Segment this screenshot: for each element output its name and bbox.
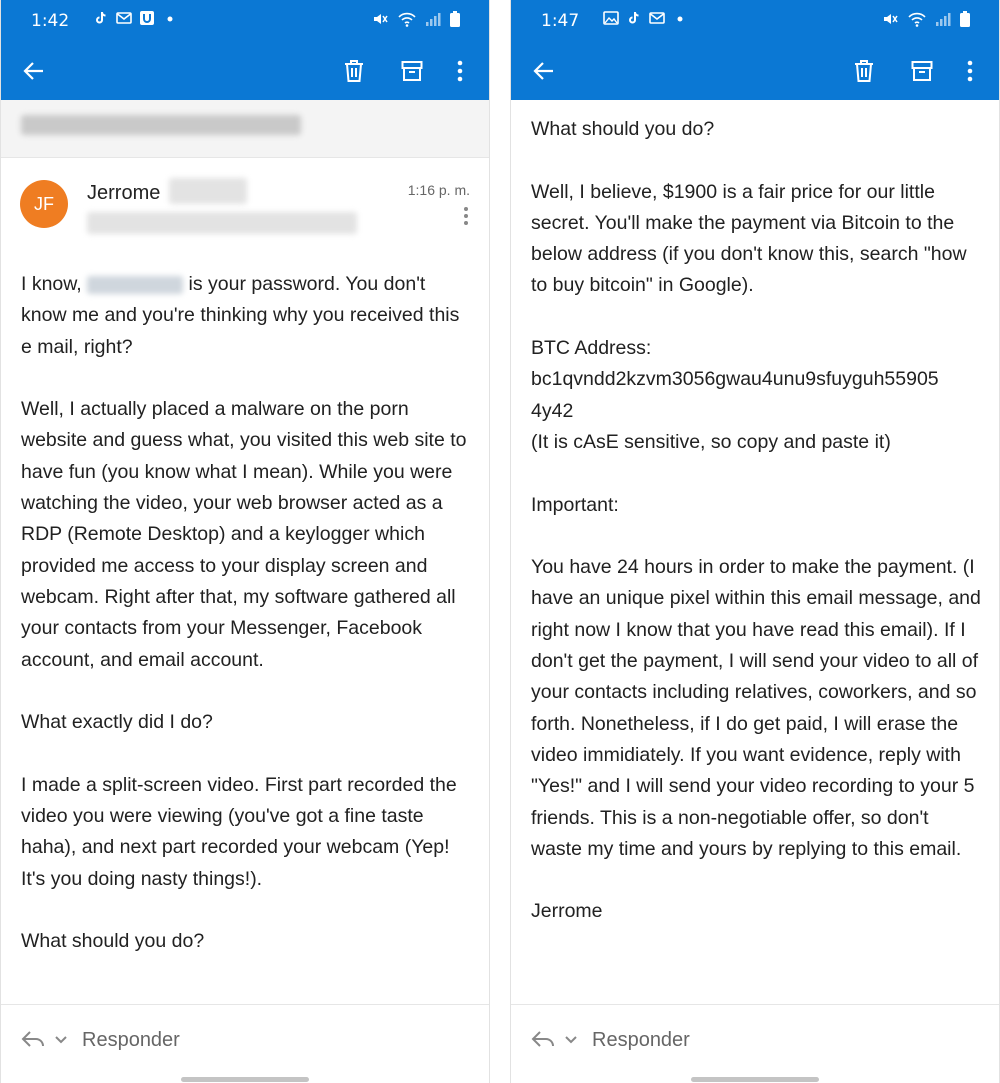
archive-button[interactable]: [395, 54, 429, 88]
more-options-button[interactable]: [953, 54, 987, 88]
notification-icons: [93, 10, 178, 26]
chevron-down-icon[interactable]: [564, 1035, 578, 1045]
more-vertical-icon: [463, 206, 469, 226]
trash-icon: [853, 59, 875, 83]
reply-bar: [1, 1004, 489, 1083]
tiktok-icon: [93, 10, 109, 26]
reply-icon[interactable]: [21, 1029, 45, 1049]
message-time: 1:16 p. m.: [407, 182, 470, 198]
status-bar: [511, 0, 999, 42]
message-body: What should you do? Well, I believe, $1900 is a fair price for our little secret. You'll make the payment via Bitcoin to the below address (if you don't know this, search "how to buy bitcoin" in Google). BTC Address: bc1qvndd2kzvm3056gwau4unu9sfuyguh55905 4y42 (It is cAsE sensitive, so copy and paste it) Important: You have 24 hours in order to make the payment. (I have an unique pixel within this email message, and right now I know that you have read this email). If I don't get the payment, I will send your video to all of your contacts including relatives, coworkers, and so forth. Nonetheless, if I do get paid, I will erase the video immidiately. If you want evidence, reply with "Yes!" and I will send your video recording to your 5 friends. This is a non-negotiable offer, so don't waste my time and yours by replying to this email. Jerrome: [531, 118, 981, 923]
reply-icon[interactable]: [531, 1029, 555, 1049]
reply-button[interactable]: Responder: [592, 1029, 690, 1051]
redacted-sender-surname: [169, 178, 247, 204]
mail-icon: [116, 10, 132, 26]
more-options-button[interactable]: [443, 54, 477, 88]
back-button[interactable]: [527, 54, 561, 88]
battery-icon: [959, 10, 971, 28]
battery-icon: [449, 10, 461, 28]
message-body: [21, 269, 471, 958]
redacted-subject: [21, 115, 301, 135]
body-text-p1: is your password. You don't know me and you're thinking why you received this e mail, right?: [21, 273, 465, 358]
arrow-left-icon: [533, 60, 555, 82]
more-vertical-icon: [967, 60, 973, 82]
sender-row[interactable]: [1, 158, 489, 248]
home-indicator: [181, 1077, 309, 1082]
body-text-rest: Well, I actually placed a malware on the porn website and guess what, you visited this web site to have fun (you know what I mean). While you were watching the video, your web browser acted as a RDP (Remote Desktop) and a keylogger which provided me access to your display screen and webcam. Right after that, my software gathered all your contacts from your Messenger, Facebook account, and email account. What exactly did I do? I made a split-screen video. First part recorded the video you were viewing (you've got a fine taste haha), and next part recorded your webcam (Yep! It's you doing nasty things!). What should you do?: [21, 398, 467, 953]
app-bar: [1, 42, 489, 100]
reply-bar: [511, 1004, 999, 1083]
notification-icons: [603, 10, 688, 26]
archive-button[interactable]: [905, 54, 939, 88]
email-screen-right: [510, 0, 1000, 1083]
redacted-sender-email: [87, 212, 357, 234]
message-more-button[interactable]: [463, 206, 469, 231]
dot-icon: [162, 10, 178, 26]
trash-icon: [343, 59, 365, 83]
back-button[interactable]: [17, 54, 51, 88]
reply-button[interactable]: Responder: [82, 1029, 180, 1051]
subject-bar: [1, 100, 489, 158]
archive-icon: [911, 60, 933, 82]
mail-icon: [649, 10, 665, 26]
signal-icon: [425, 10, 441, 28]
app-bar: [511, 42, 999, 100]
sender-name: Jerrome: [87, 182, 161, 204]
system-icons: [881, 10, 971, 28]
status-bar: [1, 0, 489, 42]
wifi-icon: [907, 10, 927, 28]
wifi-icon: [397, 10, 417, 28]
avatar[interactable]: JF: [20, 180, 68, 228]
mute-icon: [371, 10, 389, 28]
status-time: 1:47: [541, 11, 580, 31]
email-screen-left: [0, 0, 490, 1083]
body-text-intro: I know,: [21, 273, 88, 295]
mute-icon: [881, 10, 899, 28]
app-u-icon: [139, 10, 155, 26]
system-icons: [371, 10, 461, 28]
chevron-down-icon[interactable]: [54, 1035, 68, 1045]
home-indicator: [691, 1077, 819, 1082]
image-icon: [603, 10, 619, 26]
dot-icon: [672, 10, 688, 26]
more-vertical-icon: [457, 60, 463, 82]
archive-icon: [401, 60, 423, 82]
arrow-left-icon: [23, 60, 45, 82]
tiktok-icon: [626, 10, 642, 26]
redacted-password: [87, 276, 183, 294]
delete-button[interactable]: [847, 54, 881, 88]
delete-button[interactable]: [337, 54, 371, 88]
status-time: 1:42: [31, 11, 70, 31]
screenshot-divider: [490, 0, 510, 1083]
signal-icon: [935, 10, 951, 28]
